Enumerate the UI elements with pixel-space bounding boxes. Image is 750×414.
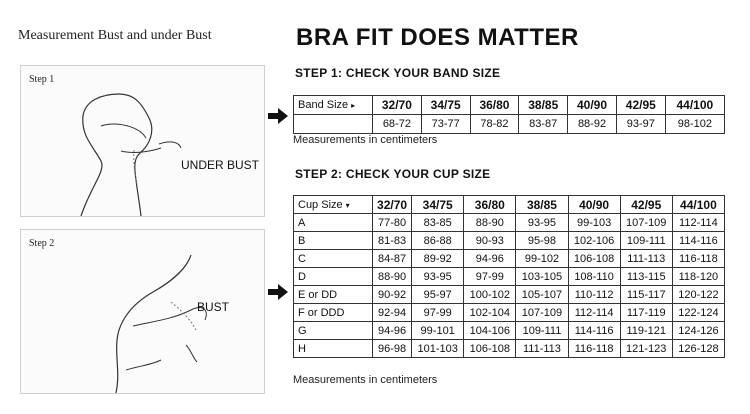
step1-heading: STEP 1: CHECK YOUR BAND SIZE: [295, 66, 501, 80]
cup-label: C: [294, 250, 373, 268]
triangle-right-icon: ▸: [351, 101, 356, 110]
cup-label: F or DDD: [294, 304, 373, 322]
step2-illustration-panel: [20, 229, 265, 394]
table-cell: 115-117: [620, 286, 672, 304]
table-cell: 83-87: [519, 115, 568, 134]
table-row: [294, 214, 725, 232]
table-cell: 120-122: [672, 286, 724, 304]
table-cell: 90-93: [464, 232, 516, 250]
table-cell: 77-80: [373, 214, 412, 232]
table-cell: 112-114: [672, 214, 724, 232]
table-cell: 109-111: [516, 322, 568, 340]
cup-size-col: 44/100: [672, 196, 724, 214]
band-size-header-label: Band Size: [298, 99, 349, 111]
table-cell: 86-88: [412, 232, 464, 250]
table-cell: 95-98: [516, 232, 568, 250]
cup-size-col: 38/85: [516, 196, 568, 214]
table-cell: 107-109: [516, 304, 568, 322]
table-row: [294, 340, 725, 358]
table-cell: 83-85: [412, 214, 464, 232]
table-cell: 126-128: [672, 340, 724, 358]
table-cell: 78-82: [470, 115, 519, 134]
triangle-down-icon: ▾: [345, 200, 350, 210]
band-size-values-row: [294, 115, 725, 134]
table-cell: 98-102: [665, 115, 724, 134]
step1-illustration-panel: [20, 65, 265, 217]
table-cell: 104-106: [464, 322, 516, 340]
table-cell: 118-120: [672, 268, 724, 286]
cup-size-col: 32/70: [373, 196, 412, 214]
table-cell: 110-112: [568, 286, 620, 304]
band-size-table: [293, 95, 725, 134]
left-title: Measurement Bust and under Bust: [18, 28, 212, 43]
band-size-col: 34/75: [421, 96, 470, 115]
table-cell: 89-92: [412, 250, 464, 268]
step2-heading: STEP 2: CHECK YOUR CUP SIZE: [295, 167, 491, 181]
table-cell: 90-92: [373, 286, 412, 304]
table-cell: 106-108: [568, 250, 620, 268]
table-cell: 93-97: [616, 115, 665, 134]
table-cell: 113-115: [620, 268, 672, 286]
table-cell: 124-126: [672, 322, 724, 340]
cup-label: A: [294, 214, 373, 232]
cup-size-header-label: Cup Size: [298, 198, 343, 211]
table-cell: 99-101: [412, 322, 464, 340]
band-size-col: 36/80: [470, 96, 519, 115]
table-cell: 114-116: [568, 322, 620, 340]
table-cell: 100-102: [464, 286, 516, 304]
band-size-col: 40/90: [568, 96, 617, 115]
table-cell: 95-97: [412, 286, 464, 304]
table-row: [294, 250, 725, 268]
cup-size-col: 36/80: [464, 196, 516, 214]
band-size-empty-cell: [294, 115, 373, 134]
page-title: BRA FIT DOES MATTER: [296, 24, 579, 51]
table-cell: 106-108: [464, 340, 516, 358]
band-size-header-cell: [294, 96, 373, 115]
cup-size-table: [293, 195, 725, 358]
step1-label: Step 1: [29, 74, 55, 85]
table-cell: 122-124: [672, 304, 724, 322]
table-cell: 102-106: [568, 232, 620, 250]
cup-label: E or DD: [294, 286, 373, 304]
band-size-header-row: [294, 96, 725, 115]
table-row: [294, 322, 725, 340]
table-cell: 68-72: [373, 115, 422, 134]
table-cell: 108-110: [568, 268, 620, 286]
band-size-col: 42/95: [616, 96, 665, 115]
table-cell: 73-77: [421, 115, 470, 134]
band-size-col: 38/85: [519, 96, 568, 115]
under-bust-label: UNDER BUST: [181, 158, 260, 172]
table-cell: 116-118: [672, 250, 724, 268]
table-row: [294, 286, 725, 304]
cup-label: G: [294, 322, 373, 340]
table-cell: 105-107: [516, 286, 568, 304]
arrow-right-icon: [268, 284, 288, 300]
table-cell: 116-118: [568, 340, 620, 358]
band-size-col: 44/100: [665, 96, 724, 115]
table-cell: 88-92: [568, 115, 617, 134]
bust-label: BUST: [197, 300, 230, 314]
table-cell: 103-105: [516, 268, 568, 286]
cup-label: B: [294, 232, 373, 250]
table-row: [294, 232, 725, 250]
cup-size-col: 40/90: [568, 196, 620, 214]
table-cell: 93-95: [516, 214, 568, 232]
table-cell: 119-121: [620, 322, 672, 340]
table-cell: 99-102: [516, 250, 568, 268]
table-cell: 121-123: [620, 340, 672, 358]
table-cell: 112-114: [568, 304, 620, 322]
cup-size-header-cell: [294, 196, 373, 214]
cup-size-col: 42/95: [620, 196, 672, 214]
table-cell: 111-113: [620, 250, 672, 268]
table-cell: 117-119: [620, 304, 672, 322]
band-size-col: 32/70: [373, 96, 422, 115]
table-cell: 88-90: [373, 268, 412, 286]
cup-size-col: 34/75: [412, 196, 464, 214]
table-cell: 96-98: [373, 340, 412, 358]
cup-label: H: [294, 340, 373, 358]
step2-label: Step 2: [29, 238, 55, 249]
table-cell: 102-104: [464, 304, 516, 322]
table-row: [294, 268, 725, 286]
band-table-note: Measurements in centimeters: [293, 134, 438, 146]
table-cell: 97-99: [464, 268, 516, 286]
table-cell: 99-103: [568, 214, 620, 232]
table-cell: 97-99: [412, 304, 464, 322]
table-cell: 84-87: [373, 250, 412, 268]
table-cell: 101-103: [412, 340, 464, 358]
table-cell: 111-113: [516, 340, 568, 358]
table-cell: 88-90: [464, 214, 516, 232]
cup-table-note: Measurements in centimeters: [293, 374, 438, 386]
table-cell: 94-96: [373, 322, 412, 340]
underbust-figure: [21, 66, 264, 216]
cup-label: D: [294, 268, 373, 286]
table-cell: 93-95: [412, 268, 464, 286]
table-cell: 94-96: [464, 250, 516, 268]
arrow-right-icon: [268, 108, 288, 124]
table-cell: 114-116: [672, 232, 724, 250]
cup-size-header-row: [294, 196, 725, 214]
table-cell: 107-109: [620, 214, 672, 232]
table-cell: 81-83: [373, 232, 412, 250]
table-row: [294, 304, 725, 322]
table-cell: 109-111: [620, 232, 672, 250]
table-cell: 92-94: [373, 304, 412, 322]
